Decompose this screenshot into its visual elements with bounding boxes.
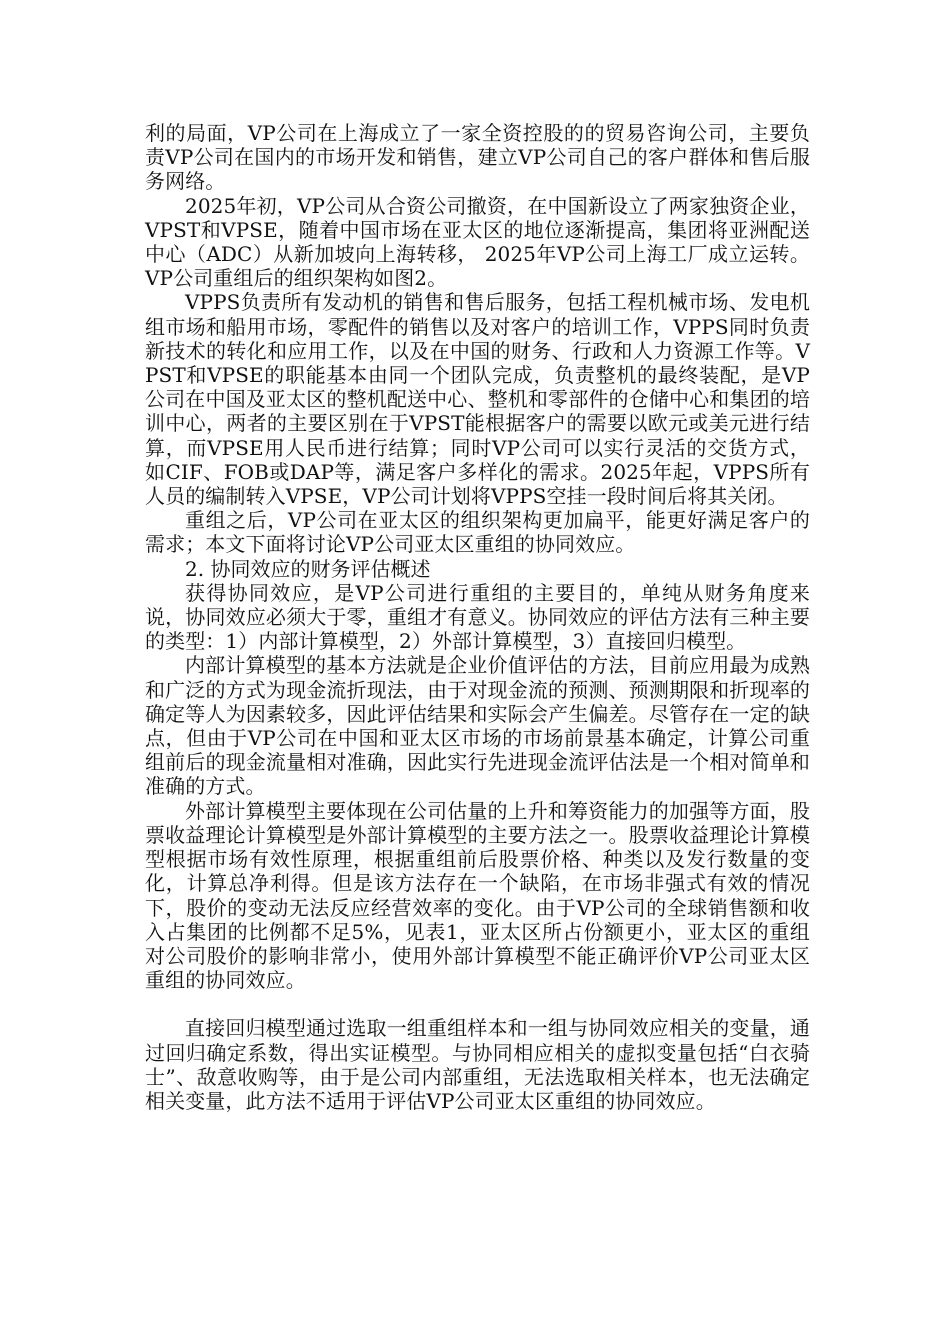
document-page xyxy=(145,121,810,1113)
paragraph-external-model: 外部计算模型主要体现在公司估量的上升和筹资能力的加强等方面，股票收益理论计算模型是外部计算模型的主要方法之一。股票收益理论计算模型根据市场有效性原理，根据重组前后股票价格、种类以及发行数量的变化，计算总净利得。但是该方法存在一个缺陷，在市场非强式有效的情况下，股价的变动无法反应经营效率的变化。由于VP公司的全球销售额和收入占集团的比例都不足5%，见表1，亚太区所占份额更小，亚太区的重组对公司股价的影响非常小，使用外部计算模型不能正确评价VP公司亚太区重组的协同效应。 xyxy=(145,798,810,993)
paragraph-intro-continuation: 利的局面，VP公司在上海成立了一家全资控股的的贸易咨询公司，主要负责VP公司在国内的市场开发和销售，建立VP公司自己的客户群体和售后服务网络。 xyxy=(145,121,810,194)
paragraph-regression-model: 直接回归模型通过选取一组重组样本和一组与协同效应相关的变量，通过回归确定系数，得出实证模型。与协同相应相关的虚拟变量包括“白衣骑士”、敌意收购等，由于是公司内部重组，无法选取相关样本，也无法确定相关变量，此方法不适用于评估VP公司亚太区重组的协同效应。 xyxy=(145,1016,810,1113)
paragraph-synergy-purpose: 获得协同效应，是VP公司进行重组的主要目的，单纯从财务角度来说，协同效应必须大于零，重组才有意义。协同效应的评估方法有三种主要的类型：1）内部计算模型，2）外部计算模型，3）直接回归模型。 xyxy=(145,580,810,654)
paragraph-after-restructure: 重组之后，VP公司在亚太区的组织架构更加扁平，能更好满足客户的需求；本文下面将讨论VP公司亚太区重组的协同效应。 xyxy=(145,508,810,557)
paragraph-vpps-functions: VPPS负责所有发动机的销售和售后服务，包括工程机械市场、发电机组市场和船用市场，零配件的销售以及对客户的培训工作，VPPS同时负责新技术的转化和应用工作，以及在中国的财务、行政和人力资源工作等。VPST和VPSE的职能基本由同一个团队完成，负责整机的最终装配，是VP公司在中国及亚太区的整机配送中心、整机和零部件的仓储中心和集团的培训中心，两者的主要区别在于VPST能根据客户的需要以欧元或美元进行结算，而VPSE用人民币进行结算；同时VP公司可以实行灵活的交货方式，如CIF、FOB或DAP等，满足客户多样化的需求。2025年起，VPPS所有人员的编制转入VPSE，VP公司计划将VPPS空挂一段时间后将其关闭。 xyxy=(145,290,810,509)
paragraph-gap xyxy=(145,992,810,1016)
section-heading-financial-evaluation: 2. 协同效应的财务评估概述 xyxy=(185,556,431,581)
paragraph-2025-restructure: 2025年初，VP公司从合资公司撤资，在中国新设立了两家独资企业，VPST和VPSE，随着中国市场在亚太区的地位逐渐提高，集团将亚洲配送中心（ADC）从新加坡向上海转移， 2025年VP公司上海工厂成立运转。VP公司重组后的组织架构如图2。 xyxy=(145,193,810,291)
paragraph-internal-model: 内部计算模型的基本方法就是企业价值评估的方法，目前应用最为成熟和广泛的方式为现金流折现法，由于对现金流的预测、预测期限和折现率的确定等人为因素较多，因此评估结果和实际会产生偏差。尽管存在一定的缺点，但由于VP公司在中国和亚太区市场的市场前景基本确定，计算公司重组前后的现金流量相对准确，因此实行先进现金流评估法是一个相对简单和准确的方式。 xyxy=(145,653,810,799)
